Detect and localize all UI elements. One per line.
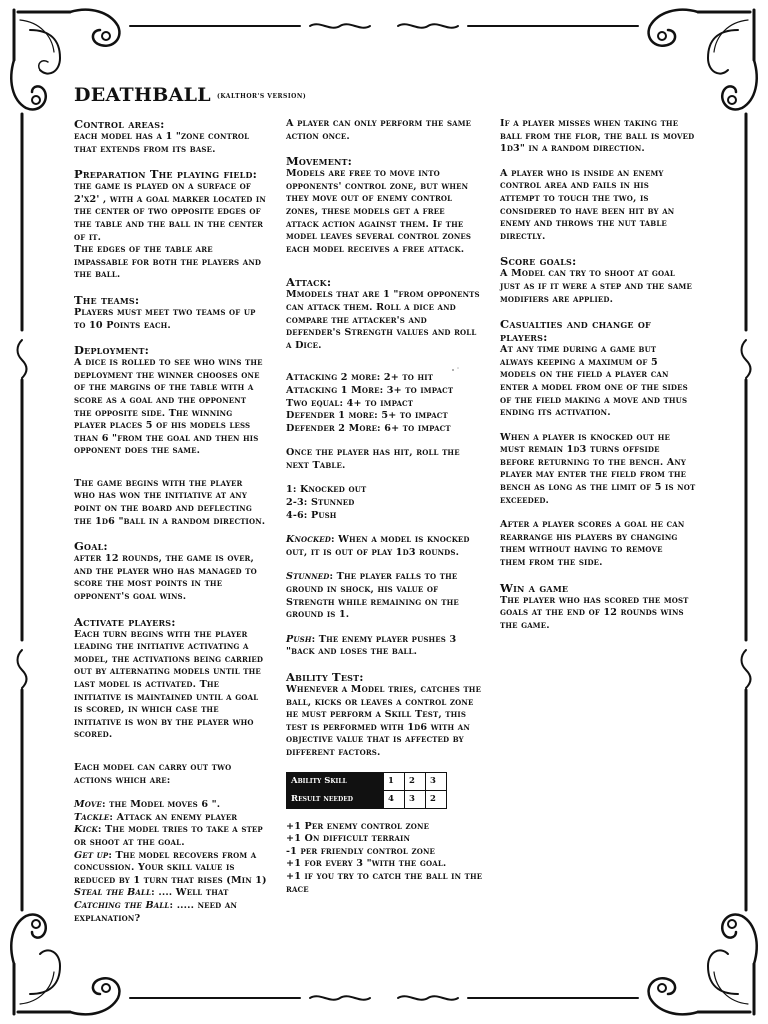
text-line: A Model can try to shoot at goal [500,268,675,280]
bonus-line: +1 for every 3 "with the goal. [286,858,447,870]
text-line: deployment the winner chooses one [74,369,260,381]
push-term: Push [286,633,312,645]
text-line: they move out of enemy control [286,193,453,205]
action-text: reduced by 1 turn that rises (Min 1) [74,874,267,886]
text-line: of the margins of the table with a [74,382,254,394]
bonus-line: +1 if you try to catch the ball in the [286,870,483,882]
text-line: The player who has scored the most [500,594,689,606]
modifier-line: Two equal: 4+ to impact [286,397,414,409]
table-cell: 3 [405,790,426,808]
text-line: after 12 rounds, the game is over, [74,553,255,565]
text-line: player may enter the field from the [500,469,687,481]
stunned-term: Stunned [286,571,330,583]
action-term: Move [74,799,102,811]
text-line: If a player misses when taking the [500,118,679,129]
action-text: : .... Well that [151,887,229,899]
action-line [74,837,270,850]
text-line: to 10 Points each. [74,319,171,331]
text-line: different factors. [286,746,381,758]
text-line: objective value that is affected by [286,734,464,746]
table-row-label: Result needed [287,790,384,808]
corner-flourish-top-right [649,10,757,110]
modifier-line: Attacking 2 more: 2+ to hit [286,372,434,384]
text-line: A player who is inside an enemy [500,167,664,179]
action-text: : The model recovers from a [108,849,257,861]
text-line: the game is played on a surface of [74,181,252,193]
column-2 [286,118,484,896]
text-line: enemy and throws the nut table [500,218,667,230]
text-line: 1d3" in a random direction. [500,143,645,155]
text-line: Strength while remaining on the [286,596,459,608]
text-line: next Table. [286,459,346,471]
knocked-line [286,534,484,547]
text-line: directly. [500,230,546,242]
table-row [287,790,447,808]
action-text: : the Model moves 6 ". [101,799,221,811]
text-line: and the player who has managed to [74,565,257,577]
text-line: The edges of the table are [74,244,213,256]
action-line [74,862,270,875]
table-cell: 2 [405,772,426,790]
text-line: them from the side. [500,557,603,569]
table-cell: 2 [426,790,447,808]
action-term: Kick [74,824,98,836]
bonus-line: +1 On difficult terrain [286,833,411,845]
section-heading-win-a-game: Win a game [500,580,569,595]
text-line: Mmodels that are 1 "from opponents [286,289,480,301]
action-text: : ..... need an [169,899,237,911]
stunned-line [286,571,484,584]
table-row [287,772,447,790]
text-line: always keeping a maximum of 5 [500,356,658,368]
text-line: that extends from its base. [74,143,216,155]
action-text: : Attack an enemy player [109,811,238,823]
text-line: compare the attacker's and [286,314,427,326]
column-3 [500,118,698,632]
section-heading-teams: The teams: [74,292,140,307]
title-text: DEATHBALL [74,84,211,106]
action-text: or shoot at the goal. [74,836,185,848]
text-line: ball from the flor, the ball is moved [500,130,695,142]
result-line: 2-3: Stunned [286,497,355,509]
text-line: "back and loses the ball. [286,646,418,658]
title-subtitle: (KALTHOR'S VERSION) [216,93,307,100]
text-line: Whenever a Model tries, catches the [286,684,482,695]
text-line: attack action against them. If the [286,218,464,230]
text-line: can attack them. Roll a dice and [286,301,456,313]
text-line: model, the activations being carried [74,653,264,665]
text-line: opponent does the same. [74,445,201,457]
action-line [74,913,270,926]
text-line: the game. [500,619,550,631]
text-line: the 1d6 "ball in a random direction. [74,515,266,527]
text-line: enter a model from one of the sides [500,381,688,393]
text-line: modifiers are applied. [500,293,614,305]
action-line [74,850,270,863]
text-line: bench as long as the limit of 5 is not [500,482,696,494]
text-line: attempt to touch the two, is [500,192,649,204]
text-line: ground is 1. [286,609,350,621]
text-line: ball, kicks or leaves a control zone [286,696,474,708]
text-line: ending its activation. [500,407,611,419]
text-line: than 6 "from the goal and then his [74,432,259,444]
text-line: : When a model is knocked [330,534,470,546]
text-line: A dice is rolled to see who wins the [74,357,263,369]
corner-flourish-bottom-right [649,915,757,1015]
text-line: impassable for both the players and [74,256,262,268]
action-term: Steal the Ball [74,887,152,899]
text-line: defender's Strength values and roll [286,327,477,339]
section-heading-activate-players: Activate players: [74,614,176,629]
action-line [74,799,270,812]
section-heading-score-goals: Score goals: [500,254,577,269]
text-line: After a player scores a goal he can [500,519,685,531]
text-line: scored. [74,729,113,741]
section-heading-control-areas: Control areas: [74,117,165,131]
text-line: point on the board and deflecting [74,503,252,515]
section-heading-movement: Movement: [286,154,353,169]
text-line: before returning to the bench. Any [500,456,687,468]
page-title [74,84,306,106]
text-line: models on the field a player can [500,369,669,381]
text-line: leading the initiative activating a [74,641,249,653]
section-heading-preparation: Preparation The playing field: [74,167,258,182]
section-heading-ability-test: Ability Test: [286,670,364,684]
text-line: each model receives a free attack. [286,243,465,255]
text-line: action once. [286,130,350,142]
text-line: score as a goal and the opponent [74,394,247,406]
table-cell: 3 [426,772,447,790]
text-line: Models are free to move into [286,168,440,180]
bonus-line: -1 per friendly control zone [286,845,436,857]
result-line: 4-6: Push [286,509,337,521]
action-line [74,875,270,888]
text-line: initiative is maintained until a goal [74,691,259,703]
text-line: : The enemy player pushes 3 [311,633,457,645]
action-line [74,887,270,900]
action-term: Catching the Ball [74,899,170,911]
text-line: When a player is knocked out he [500,431,670,443]
action-line [74,812,270,825]
text-line: A player can only perform the same [286,118,472,129]
text-line: the ball. [74,269,121,281]
corner-flourish-bottom-left [11,915,119,1015]
text-line: must remain 1d3 turns offside [500,444,660,456]
text-line: he must perform a Skill Test, this [286,709,467,721]
modifier-line: Attacking 1 More: 3+ to impact [286,384,454,396]
section-heading-goal: Goal: [74,539,108,554]
text-line: player places 5 of his models less [74,420,251,432]
text-line: 2'x2' , with a goal marker located in [74,193,266,205]
text-line: Each model can carry out two [74,761,232,773]
section-heading-attack: Attack: [286,275,332,290]
action-term: Get up [74,849,109,861]
table-cell: 4 [384,790,405,808]
table-row-label: Ability Skill [287,772,384,790]
text-line: just as if it were a step and the same [500,280,692,292]
scan-smudge [450,366,462,374]
modifier-line: Defender 2 More: 6+ to impact [286,422,451,434]
text-line: out, it is out of play 1d3 rounds. [286,546,460,558]
bonus-line: +1 Per enemy control zone [286,820,430,832]
knocked-term: Knocked [286,534,331,546]
text-line: control area and fails in his [500,180,649,192]
text-line: out by alternating models until the [74,666,261,678]
text-line: Once the player has hit, roll the [286,447,460,459]
action-text: concussion. Your skill value is [74,862,235,874]
text-line: of it. [74,231,102,243]
text-line: model leaves several control zones [286,231,472,243]
action-text: : The model tries to take a step [97,824,263,836]
action-text: explanation? [74,912,141,924]
action-line [74,900,270,913]
text-line: opponents' control zone, but when [286,180,469,192]
ability-skill-table [286,772,447,809]
table-cell: 1 [384,772,405,790]
bonus-line: race [286,883,309,895]
text-line: a Dice. [286,339,322,351]
action-term: Tackle [74,811,110,823]
result-line: 1: Knocked out [286,484,367,496]
section-heading-casualties: Casualties and change of [500,317,651,332]
text-line: : The player falls to the [329,571,458,583]
text-line: who has won the initiative at any [74,490,247,502]
text-line: is scored, in which case the [74,704,219,716]
text-line: the opposite side. The winning [74,407,233,419]
modifier-line: Defender 1 more: 5+ to impact [286,410,448,422]
text-line: of the field making a move and thus [500,394,688,406]
text-line: Each turn begins with the player [74,628,248,640]
text-line: actions which are: [74,774,171,786]
text-line: Players must meet two teams of up [74,306,256,318]
text-line: last model is activated. The [74,679,220,690]
column-1 [74,118,270,925]
action-line [74,824,270,837]
text-line: test is performed with 1d6 with an [286,721,470,733]
text-line: At any time during a game but [500,344,657,356]
text-line: each model has a 1 "zone control [74,131,250,142]
section-heading-deployment: Deployment: [74,343,150,358]
text-line: exceeded. [500,494,550,506]
text-line: initiative is won by the player who [74,716,254,728]
text-line: ground in shock, his value of [286,584,439,596]
text-line: considered to have been hit by an [500,205,675,217]
text-line: opponent's goal wins. [74,591,187,603]
text-line: goals at the end of 12 rounds wins [500,607,684,619]
text-line: score the most points in the [74,578,223,590]
text-line: them without having to remove [500,544,663,556]
push-line [286,634,484,647]
text-line: the table and the ball in the center [74,218,264,230]
text-line: zones, these models get a free [286,205,445,217]
section-heading-casualties-cont: players: [500,330,548,345]
text-line: The game begins with the player [74,477,243,489]
text-line: rearrange his players by changing [500,531,678,543]
text-line: the center of two opposite edges of [74,206,261,218]
